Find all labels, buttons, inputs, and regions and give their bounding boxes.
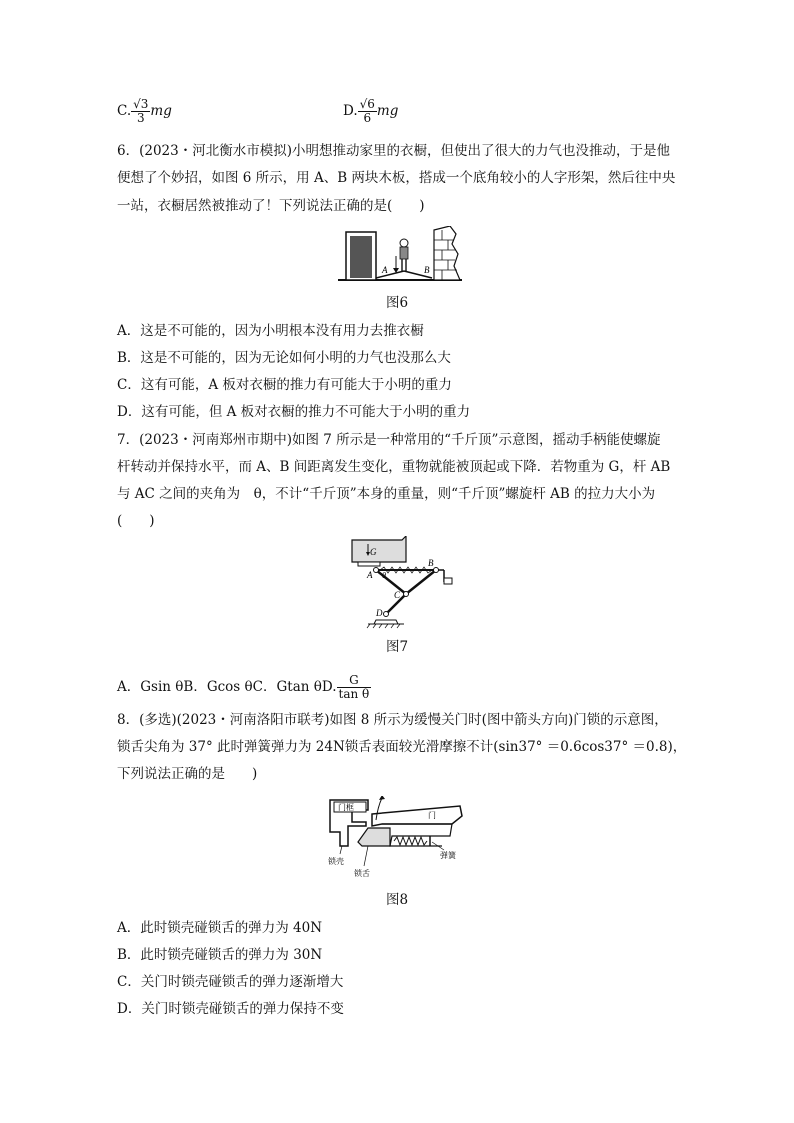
- option-c-unit: mg: [150, 103, 172, 119]
- fig7-label-d: D: [376, 608, 383, 618]
- fraction-c-numerator: √3: [133, 97, 149, 111]
- fraction-d: [358, 98, 377, 125]
- q8-option-c: C．关门时锁壳碰锁舌的弹力逐渐增大: [117, 974, 344, 990]
- q7-option-c: C．Gtan θ: [252, 679, 322, 695]
- q7-option-a: A．Gsin θ: [117, 679, 184, 695]
- q8-stem-line-2: 锁舌尖角为 37° 此时弹簧弹力为 24N锁舌表面较光滑摩擦不计(sin37° ＝0.6cos37° ＝0.8)，: [117, 739, 687, 755]
- q8-stem-line-1: 8．(多选)(2023・河南洛阳市联考)如图 8 所示为缓慢关门时(图中箭头方向)门锁的示意图，: [117, 712, 668, 728]
- figure-8-door-lock-diagram: [322, 796, 474, 882]
- option-c-top: [117, 98, 172, 125]
- q8-option-b: B．此时锁壳碰锁舌的弹力为 30N: [117, 947, 323, 963]
- fig8-label-spring: 弹簧: [440, 851, 456, 860]
- fig7-label-b: B: [428, 558, 434, 568]
- figure-7-jack-diagram: [346, 536, 458, 630]
- fig6-label-a: A: [382, 265, 388, 275]
- q7-stem-line-2: 杆转动并保持水平，而 A、B 间距离发生变化，重物就能被顶起或下降．若物重为 G，杆 AB: [117, 459, 671, 475]
- fraction-d-denominator: 6: [363, 111, 372, 125]
- q6-option-d: D．这有可能，但 A 板对衣橱的推力不可能大于小明的重力: [117, 404, 471, 420]
- fraction-c-denominator: 3: [136, 111, 145, 125]
- q7-stem-line-1: 7．(2023・河南郑州市期中)如图 7 所示是一种常用的“千斤顶”示意图，摇动手柄能使螺旋: [117, 432, 661, 448]
- q6-stem-line-2: 便想了个妙招，如图 6 所示，用 A、B 两块木板，搭成一个底角较小的人字形架，然后往中央: [117, 170, 676, 186]
- fig7-label-g: G: [370, 547, 377, 557]
- fig8-label-frame: 门框: [338, 803, 354, 812]
- q7-option-d-numerator: G: [337, 674, 372, 688]
- option-d-label: D.: [343, 103, 358, 119]
- q7-option-d-label: D.: [321, 679, 337, 695]
- q6-option-a: A．这是不可能的，因为小明根本没有用力去推衣橱: [117, 323, 424, 339]
- fig8-label-door: 门: [428, 811, 436, 820]
- fraction-c: [131, 98, 150, 125]
- q8-option-a: A．此时锁壳碰锁舌的弹力为 40N: [117, 920, 323, 936]
- q7-option-d-fraction: [337, 674, 372, 701]
- fig7-label-a: A: [367, 570, 373, 580]
- q7-option-d-denominator: tan θ: [338, 687, 370, 701]
- figure-8-caption: 图8: [386, 892, 409, 908]
- figure-7-caption: 图7: [386, 639, 409, 655]
- q8-stem-line-3: 下列说法正确的是 ): [117, 766, 258, 782]
- fig8-label-tongue: 锁舌: [354, 869, 370, 878]
- q7-options-row: [117, 674, 371, 701]
- q7-option-b: B．Gcos θ: [183, 679, 253, 695]
- fig6-label-b: B: [424, 265, 430, 275]
- option-c-label: C.: [117, 103, 132, 119]
- q6-option-c: C．这有可能，A 板对衣橱的推力有可能大于小明的重力: [117, 377, 452, 393]
- q8-option-d: D．关门时锁壳碰锁舌的弹力保持不变: [117, 1001, 344, 1017]
- fig7-label-theta: θ: [382, 571, 386, 580]
- q6-stem-line-3: 一站，衣橱居然被推动了！下列说法正确的是( ): [117, 198, 425, 214]
- figure-6-caption: 图6: [386, 295, 409, 311]
- option-d-top: [343, 98, 398, 125]
- fig7-label-c: C: [394, 590, 401, 600]
- q6-option-b: B．这是不可能的，因为无论如何小明的力气也没那么大: [117, 350, 451, 366]
- option-d-unit: mg: [376, 103, 399, 119]
- q6-stem-line-1: 6．(2023・河北衡水市模拟)小明想推动家里的衣橱，但使出了很大的力气也没推动，于是他: [117, 143, 670, 159]
- fig8-label-shell: 锁壳: [328, 857, 344, 866]
- figure-6-wardrobe-diagram: [338, 226, 462, 284]
- q7-stem-line-4: ( ): [117, 513, 155, 529]
- q7-stem-line-3: 与 AC 之间的夹角为 θ，不计“千斤顶”本身的重量，则“千斤顶”螺旋杆 AB 的拉力大小为: [117, 486, 656, 502]
- fraction-d-numerator: √6: [359, 97, 375, 111]
